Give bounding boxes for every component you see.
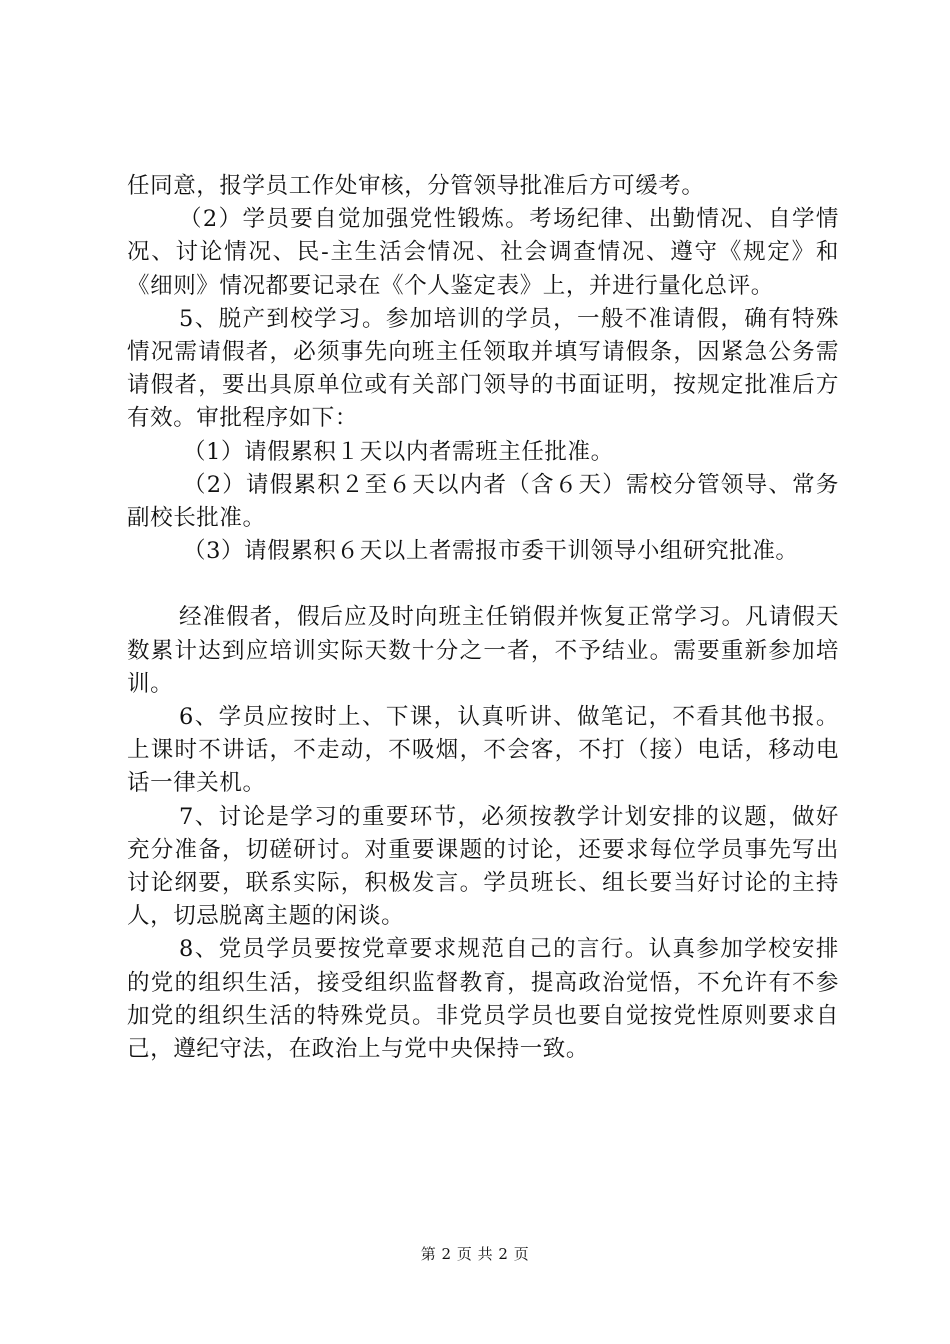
paragraph: （1）请假累积１天以内者需班主任批准。 xyxy=(183,438,614,465)
paragraph: 5、脱产到校学习。参加培训的学员，一般不准请假，确有特殊情况需请假者，必须事先向班主任领取并填写请假条，因紧急公务需请假者，要出具原单位或有关部门领导的书面证明，按规定批准后方有效。审批程序如下： xyxy=(127,305,839,432)
paragraph: 6、学员应按时上、下课，认真听讲、做笔记，不看其他书报。上课时不讲话，不走动，不吸烟，不会客，不打（接）电话，移动电话一律关机。 xyxy=(127,704,839,797)
paragraph: 7、讨论是学习的重要环节，必须按教学计划安排的议题，做好充分准备，切磋研讨。对重要课题的讨论，还要求每位学员事先写出讨论纲要，联系实际，积极发言。学员班长、组长要当好讨论的主持人，切忌脱离主题的闲谈。 xyxy=(127,803,839,930)
document-body xyxy=(127,170,839,1066)
page-footer: 第 2 页 共 2 页 xyxy=(420,1245,530,1263)
paragraph: 经准假者，假后应及时向班主任销假并恢复正常学习。凡请假天数累计达到应培训实际天数十分之一者，不予结业。需要重新参加培训。 xyxy=(127,604,839,697)
paragraph: 任同意，报学员工作处审核，分管领导批准后方可缓考。 xyxy=(127,173,705,199)
paragraph: （2）请假累积２至６天以内者（含６天）需校分管领导、常务副校长批准。 xyxy=(127,471,839,532)
paragraph: （2）学员要自觉加强党性锻炼。考场纪律、出勤情况、自学情况、讨论情况、民-主生活会情况、社会调查情况、遵守《规定》和《细则》情况都要记录在《个人鉴定表》上，并进行量化总评。 xyxy=(127,206,839,299)
paragraph: （3）请假累积６天以上者需报市委干训领导小组研究批准。 xyxy=(183,538,799,565)
paragraph-spacer xyxy=(127,568,839,601)
paragraph: 8、党员学员要按党章要求规范自己的言行。认真参加学校安排的党的组织生活，接受组织监督教育，提高政治觉悟，不允许有不参加党的组织生活的特殊党员。非党员学员也要自觉按党性原则要求自己，遵纪守法，在政治上与党中央保持一致。 xyxy=(127,936,839,1063)
